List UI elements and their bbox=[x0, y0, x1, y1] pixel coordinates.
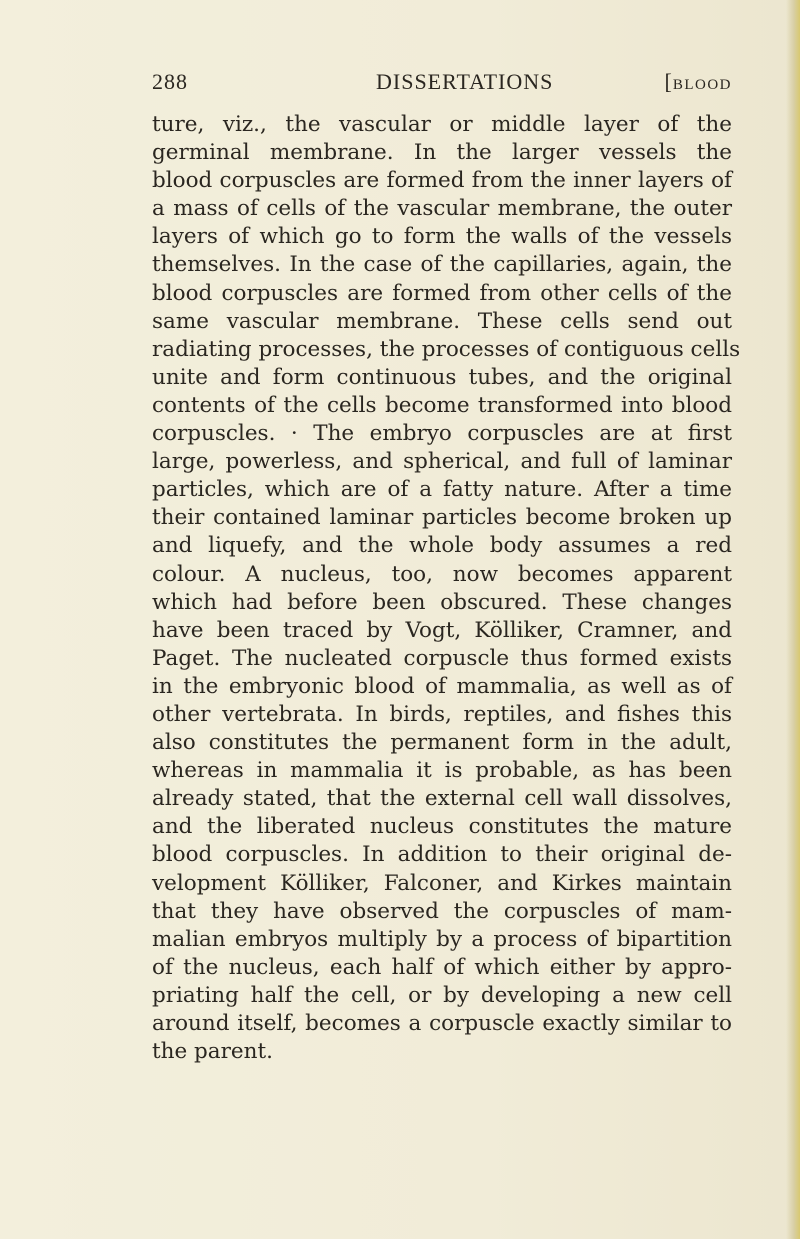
text-line: blood corpuscles are formed from the inner layers of bbox=[152, 168, 732, 194]
text-line: the parent. bbox=[152, 1039, 273, 1065]
text-line: other vertebrata. In birds, reptiles, and fishes this bbox=[152, 701, 732, 727]
text-line: velopment Kölliker, Falconer, and Kirkes maintain bbox=[152, 870, 732, 896]
page-number: 288 bbox=[152, 69, 188, 94]
text-line: in the embryonic blood of mammalia, as well as of bbox=[152, 673, 732, 699]
text-line: ture, viz., the vascular or middle layer of the bbox=[152, 112, 732, 137]
text-line: of the nucleus, each half of which either by appro- bbox=[152, 954, 732, 980]
text-line: blood corpuscles are formed from other cells of the bbox=[152, 280, 732, 306]
running-section bbox=[664, 69, 732, 95]
text-line: layers of which go to form the walls of the vessels bbox=[152, 224, 732, 250]
text-line: contents of the cells become transformed into blood bbox=[152, 392, 732, 418]
text-line: their contained laminar particles become broken up bbox=[152, 505, 732, 531]
text-line: also constitutes the permanent form in the adult, bbox=[152, 730, 732, 756]
text-line: have been traced by Vogt, Kölliker, Cramner, and bbox=[152, 617, 732, 643]
body-paragraph bbox=[152, 111, 741, 1066]
text-line: malian embryos multiply by a process of bipartition bbox=[152, 926, 732, 952]
text-line: colour. A nucleus, too, now becomes apparent bbox=[152, 561, 732, 587]
text-line: that they have observed the corpuscles of mam- bbox=[152, 898, 732, 924]
page-edge-shadow bbox=[786, 0, 800, 1239]
text-line: already stated, that the external cell wall dissolves, bbox=[152, 786, 732, 812]
text-line: blood corpuscles. In addition to their original de- bbox=[152, 842, 732, 868]
text-line: which had before been obscured. These changes bbox=[152, 589, 732, 615]
text-line: and the liberated nucleus constitutes the mature bbox=[152, 814, 732, 840]
section-bracket: [ bbox=[664, 69, 673, 94]
text-line: and liquefy, and the whole body assumes a red bbox=[152, 533, 732, 559]
text-line: themselves. In the case of the capillaries, again, the bbox=[152, 252, 732, 278]
text-line: large, powerless, and spherical, and full of laminar bbox=[152, 449, 732, 475]
text-line: corpuscles. · The embryo corpuscles are at first bbox=[152, 421, 732, 447]
text-line: whereas in mammalia it is probable, as has been bbox=[152, 758, 732, 784]
running-title: DISSERTATIONS bbox=[376, 69, 554, 94]
text-line: germinal membrane. In the larger vessels the bbox=[152, 140, 732, 166]
section-cap: B bbox=[672, 77, 685, 93]
text-line: radiating processes, the processes of contiguous cells bbox=[152, 336, 741, 362]
text-line: particles, which are of a fatty nature. After a time bbox=[152, 477, 732, 503]
text-line: unite and form continuous tubes, and the original bbox=[152, 364, 732, 390]
text-line: same vascular membrane. These cells send out bbox=[152, 308, 732, 334]
text-line: a mass of cells of the vascular membrane, the outer bbox=[152, 196, 732, 222]
text-line: Paget. The nucleated corpuscle thus formed exists bbox=[152, 645, 732, 671]
text-line: priating half the cell, or by developing a new cell bbox=[152, 982, 732, 1008]
running-head bbox=[152, 69, 732, 97]
section-small-caps: LOOD bbox=[684, 77, 732, 93]
text-line: around itself, becomes a corpuscle exactly similar to bbox=[152, 1011, 732, 1036]
